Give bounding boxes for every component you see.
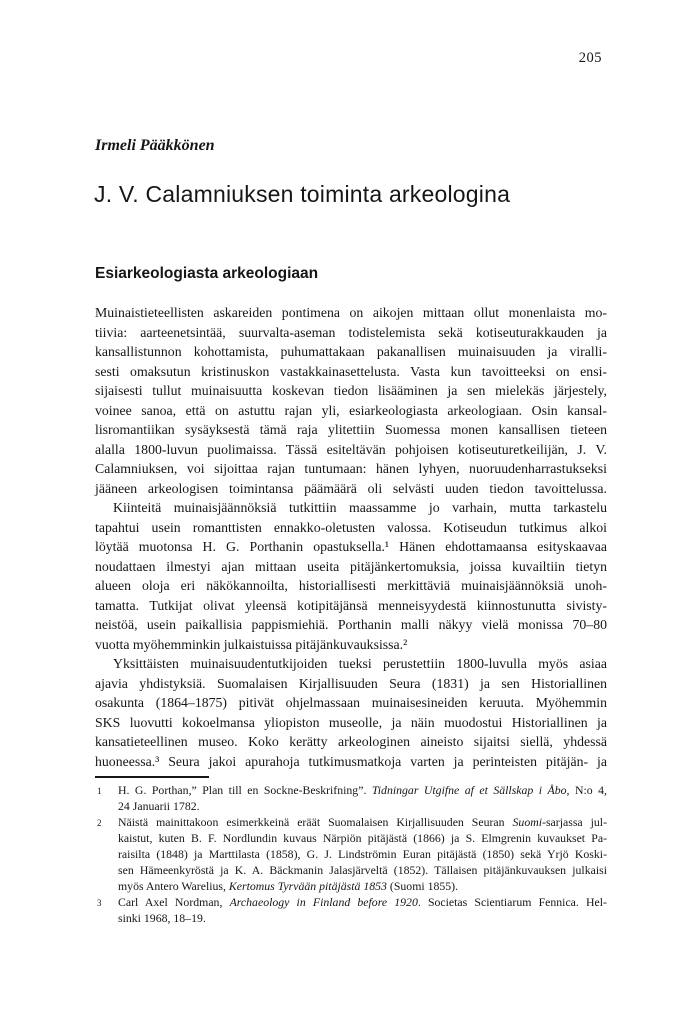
text-line [118, 894, 607, 910]
italic-text-segment: Tidningar Utgifne af et Sällskap i Åbo [371, 783, 567, 797]
footnote-3 [95, 894, 607, 926]
footnote-text-1 [118, 782, 607, 814]
text-line: neistöä, usein paikallisia pappismiehiä. Porthanin malli näkyy vielä monissa 70–80 [95, 617, 607, 632]
footnote-marker-3: 3 [97, 898, 102, 908]
text-line [118, 830, 607, 846]
text-line: ajavia yhdistyksiä. Suomalaisen Kirjallisuuden Seura (1831) ja sen Historiallinen [95, 675, 607, 691]
text-line: lisromantiikan sysäyksestä tämä raja ylitettiin Suomessa monen kansallisen tieteen [95, 422, 607, 437]
text-line: alueen oloja eri näkökannoilta, historiallisesti merkittäviä muinaisjäännöksiä unoh- [95, 578, 607, 593]
text-line: osakunta (1864–1875) pitivät ohjelmassaan muinaisesineiden keruuta. Myöhemmin [95, 695, 607, 710]
italic-text-segment: Suomi [512, 815, 543, 829]
text-segment: sen Hämeenkyröstä ja K. A. Bäckmanin Jalasjärveltä (1852). Tällaisen pitäjänkuvauksen julkaisi [118, 863, 607, 877]
text-segment: , N:o 4, [566, 783, 607, 797]
text-line: alalla 1800-luvun puolimaissa. Tässä esiteltävän pohjoisen kotiseuturetkeilijän, J. V. [95, 441, 607, 457]
text-segment: myös Antero Warelius, [118, 879, 229, 893]
article-title: J. V. Calamniuksen toiminta arkeologina [94, 181, 511, 207]
footnote-1 [95, 782, 607, 814]
footnote-separator-rule [95, 776, 209, 778]
text-line: Kiinteitä muinaisjäännöksiä tutkittiin maassamme jo varhain, mutta tarkastelu [113, 500, 607, 515]
text-line [118, 814, 607, 830]
text-segment: H. G. Porthan,” Plan till en Sockne-Beskrifning”. [118, 783, 372, 797]
text-line: Muinaistieteellisten askareiden pontimena on aikojen mittaan ollut monenlaista mo- [95, 305, 607, 320]
text-segment: -sarjassa jul- [542, 815, 607, 829]
text-line: sijaisesti tullut muinaisuutta koskevan tiedon lisääminen ja sen mielekäs järjestely, [95, 383, 607, 398]
text-line: voinee sanoa, että on astuttu rajan yli, esiarkeologiasta arkeologiaan. Osin kansal- [95, 402, 607, 418]
text-line: kansatieteellinen museo. Koko kerätty arkeologinen aineisto sijaitsi siellä, yhdessä [95, 734, 607, 749]
text-segment: sinki 1968, 18–19. [118, 911, 206, 925]
text-line [118, 798, 607, 814]
text-segment: raisilta (1848) ja Marttilasta (1858), G. J. Lindströmin Euran pitäjästä (1850) sekä Yrjö Koski- [118, 847, 607, 861]
text-segment: Näistä mainittakoon esimerkkeinä eräät Suomalaisen Kirjallisuuden Seuran [118, 815, 513, 829]
text-line: vuotta myöhemminkin julkaistuissa pitäjänkuvauksissa.² [95, 636, 408, 652]
footnote-text-3 [118, 894, 607, 926]
text-line [118, 862, 607, 878]
text-line: Calamniuksen, voi sijoittaa rajan tuntumaan: hänen lyhyen, nuoruudenharrastukseksi [95, 461, 607, 476]
text-segment: 24 Januarii 1782. [118, 799, 200, 813]
footnote-marker-1: 1 [97, 786, 102, 796]
text-segment: kaistut, kuten B. F. Nordlundin kuvaus Närpiön pitäjästä (1866) ja S. Elmgrenin kuvaukset Pa- [118, 831, 607, 845]
footnote-text-2 [118, 814, 607, 894]
text-line: SKS luovutti kokoelmansa yliopiston museolle, ja näin muodostui Historiallinen ja [95, 714, 607, 730]
paragraph-3 [95, 654, 607, 771]
text-segment: (Suomi 1855). [386, 879, 459, 893]
text-line: tapahtui usein romanttisten ennakko-oletusten valossa. Kotiseudun tutkimus alkoi [95, 519, 607, 535]
text-line: sesti omaksutun kristinuskon vastakkainasettelusta. Vasta kun tavoitteeksi on ensi- [95, 363, 607, 379]
page-number: 205 [578, 50, 602, 66]
italic-text-segment: Archaeology in Finland before 1920 [229, 895, 418, 909]
paragraph-1 [95, 303, 607, 498]
body-text [95, 303, 607, 771]
text-segment: . Societas Scientiarum Fennica. Hel- [417, 895, 607, 909]
text-line: noudattaen ilmestyi ajan mittaan useita pitäjänkertomuksia, joissa kuvailtiin tietyn [95, 558, 607, 574]
text-line: huoneessa.³ Seura jakoi apurahoja tutkimusmatkoja varten ja perinteisten pitäjän- ja [95, 753, 607, 769]
text-segment: Carl Axel Nordman, [118, 895, 230, 909]
text-line [118, 782, 607, 798]
italic-text-segment: Kertomus Tyrvään pitäjästä 1853 [228, 879, 387, 893]
text-line: kansallistunnon kohottamista, puhumattakaan pakanallisen muinaisuuden ja viralli- [95, 344, 607, 359]
text-line [118, 910, 607, 926]
text-line: tiivia: aarteenetsintää, suurvalta-aseman todistelemista sekä kotiseuturakkauden ja [95, 324, 607, 340]
text-line: Yksittäisten muinaisuudentutkijoiden tueksi perustettiin 1800-luvulla myös asiaa [113, 656, 607, 671]
footnote-2 [95, 814, 607, 894]
text-line: tamatta. Tutkijat olivat yleensä kotipitäjänsä menneisyydestä kiinnostunutta sivisty- [95, 597, 607, 613]
footnote-marker-2: 2 [97, 818, 102, 828]
author-name: Irmeli Pääkkönen [95, 137, 215, 154]
text-line [118, 878, 607, 894]
text-line [118, 846, 607, 862]
text-line: löytää muotonsa H. G. Porthanin opastuksella.¹ Hänen ehdottamaansa esityskaavaa [95, 539, 607, 554]
footnotes-section [95, 782, 607, 926]
paragraph-2 [95, 498, 607, 654]
text-line: jääneen arkeologisen toimintansa päämäärä oli selvästi uuden tiedon tavoittelussa. [95, 480, 607, 496]
section-heading: Esiarkeologiasta arkeologiaan [95, 265, 319, 282]
